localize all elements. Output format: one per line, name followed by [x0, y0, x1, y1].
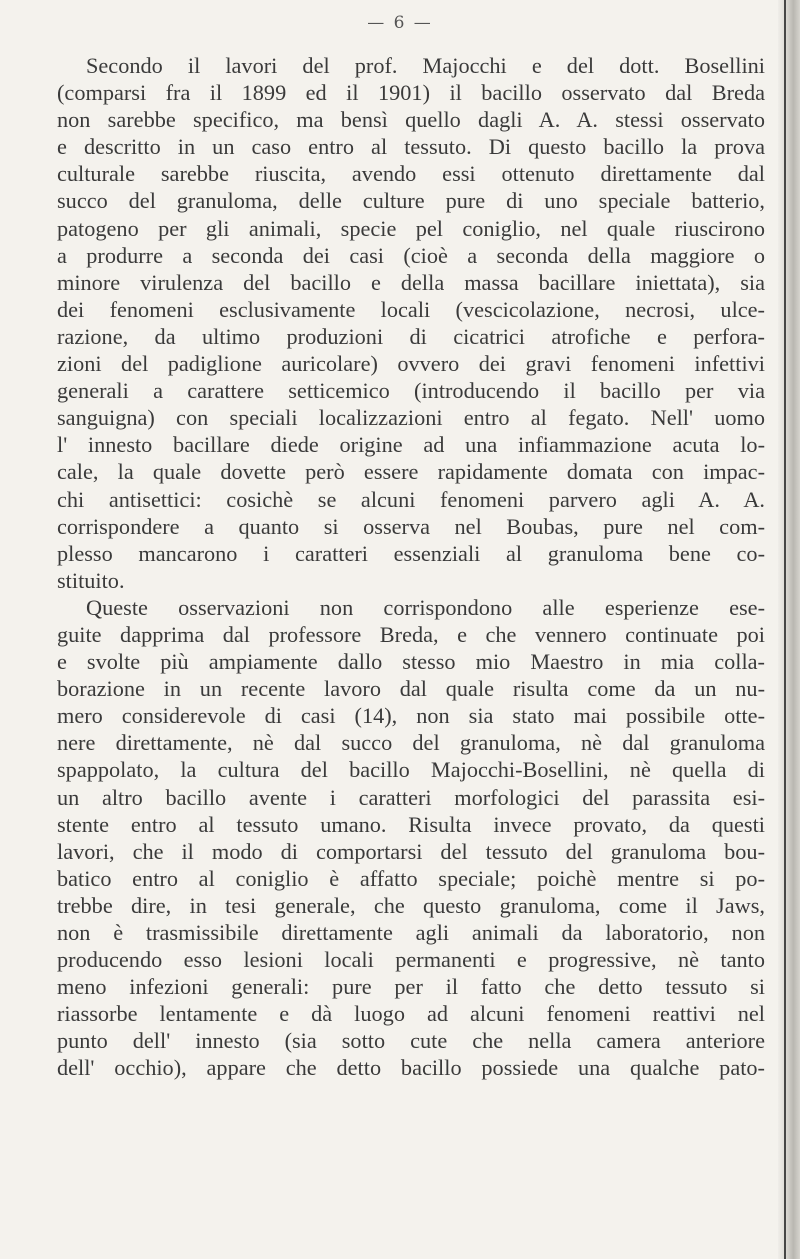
text-line: lavori, che il modo di comportarsi del tessuto del granuloma bou- — [57, 838, 765, 864]
text-line: spappolato, la cultura del bacillo Majocchi-Bosellini, nè quella di — [57, 757, 765, 783]
text-line: trebbe dire, in tesi generale, che questo granuloma, come il Jaws, — [57, 892, 765, 918]
text-line: producendo esso lesioni locali permanenti e progressive, nè tanto — [57, 947, 765, 973]
text-line: batico entro al coniglio è affatto speciale; poichè mentre si po- — [57, 865, 765, 891]
text-line: patogeno per gli animali, specie pel coniglio, nel quale riuscirono — [57, 215, 765, 241]
page-edge-shadow — [778, 0, 800, 1259]
text-line: un altro bacillo avente i caratteri morfologici del parassita esi- — [57, 784, 765, 810]
text-line: minore virulenza del bacillo e della massa bacillare iniettata), sia — [57, 269, 765, 295]
text-line: razione, da ultimo produzioni di cicatrici atrofiche e perfora- — [57, 323, 765, 349]
text-line: dell' occhio), appare che detto bacillo possiede una qualche pato- — [57, 1055, 765, 1081]
text-line: non è trasmissibile direttamente agli animali da laboratorio, non — [57, 920, 765, 945]
text-line: succo del granuloma, delle culture pure di uno speciale batterio, — [57, 188, 765, 214]
text-line: punto dell' innesto (sia sotto cute che nella camera anteriore — [57, 1028, 765, 1054]
text-line: zioni del padiglione auricolare) ovvero dei gravi fenomeni infettivi — [57, 351, 765, 377]
text-line: culturale sarebbe riuscita, avendo essi ottenuto direttamente dal — [57, 161, 765, 187]
text-line: chi antisettici: cosichè se alcuni fenomeni parvero agli A. A. — [57, 486, 765, 512]
text-line: (comparsi fra il 1899 ed il 1901) il bacillo osservato dal Breda — [57, 80, 765, 106]
text-line: a produrre a seconda dei casi (cioè a seconda della maggiore o — [57, 242, 765, 268]
text-line: l' innesto bacillare diede origine ad una infiammazione acuta lo- — [57, 432, 765, 458]
text-line: Secondo il lavori del prof. Majocchi e del dott. Bosellini — [86, 53, 765, 78]
binding-line — [784, 0, 786, 1259]
text-line: e descritto in un caso entro al tessuto. Di questo bacillo la prova — [57, 134, 765, 160]
text-line: mero considerevole di casi (14), non sia stato mai possibile otte- — [57, 703, 765, 729]
text-line: sanguigna) con speciali localizzazioni entro al fegato. Nell' uomo — [57, 405, 765, 431]
paragraph-2 — [57, 594, 765, 1082]
text-line: generali a carattere setticemico (introducendo il bacillo per via — [57, 378, 765, 404]
paragraph-1 — [57, 52, 765, 594]
text-line: stente entro al tessuto umano. Risulta invece provato, da questi — [57, 811, 765, 837]
text-line: nere direttamente, nè dal succo del granuloma, nè dal granuloma — [57, 730, 765, 756]
text-line: stituito. — [57, 567, 125, 593]
text-line: riassorbe lentamente e dà luogo ad alcuni fenomeni reattivi nel — [57, 1001, 765, 1027]
text-line: non sarebbe specifico, ma bensì quello dagli A. A. stessi osservato — [57, 107, 765, 133]
text-line: plesso mancarono i caratteri essenziali al granuloma bene co- — [57, 540, 765, 566]
body-text — [57, 52, 765, 1082]
text-line: meno infezioni generali: pure per il fatto che detto tessuto si — [57, 974, 765, 1000]
text-line: corrispondere a quanto si osserva nel Boubas, pure nel com- — [57, 513, 765, 539]
text-line: e svolte più ampiamente dallo stesso mio Maestro in mia colla- — [57, 649, 765, 675]
text-line: cale, la quale dovette però essere rapidamente domata con impac- — [57, 459, 765, 485]
text-line: guite dapprima dal professore Breda, e che vennero continuate poi — [57, 621, 765, 647]
text-line: Queste osservazioni non corrispondono alle esperienze ese- — [86, 594, 765, 620]
text-line: borazione in un recente lavoro dal quale risulta come da un nu- — [57, 676, 765, 702]
text-line: dei fenomeni esclusivamente locali (vescicolazione, necrosi, ulce- — [57, 296, 765, 322]
page-number: — 6 — — [367, 13, 433, 33]
